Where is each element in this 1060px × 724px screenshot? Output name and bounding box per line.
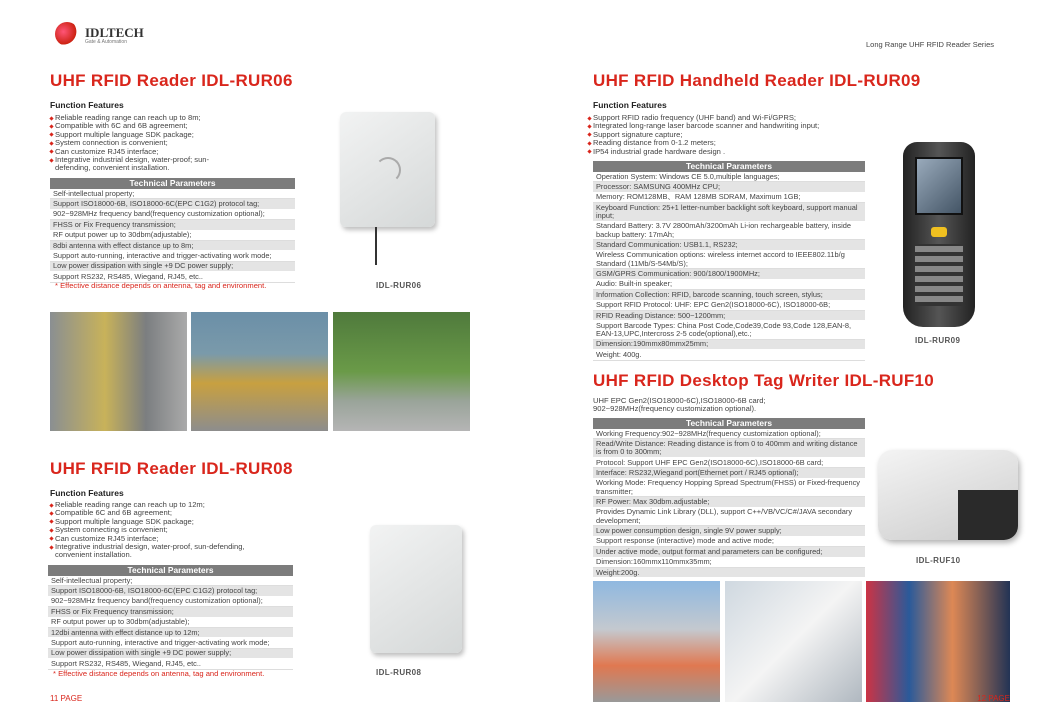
table-row: RFID Reading Distance: 500~1200mm; (593, 311, 865, 321)
table-row: Support RFID Protocol: UHF: EPC Gen2(ISO18000-6C), ISO18000-6B; (593, 301, 865, 311)
buildings-photo (593, 581, 720, 702)
mounted-reader-photo (725, 581, 862, 702)
rur08-product-image (370, 525, 462, 653)
rur06-params-table (50, 178, 295, 283)
ruf10-label: IDL-RUF10 (916, 556, 961, 565)
table-row: Standard Communication: USB1.1, RS232; (593, 240, 865, 250)
rur09-features (588, 114, 868, 156)
table-heading: Technical Parameters (593, 418, 865, 429)
feature-item: Support multiple language SDK package; (50, 518, 290, 526)
table-row: Support auto-running, interactive and trigger-activating work mode; (48, 638, 293, 648)
rur06-features-heading: Function Features (50, 100, 124, 110)
table-row: Information Collection: RFID, barcode scanning, touch screen, stylus; (593, 290, 865, 300)
feature-item: IP54 industrial grade hardware design . (588, 148, 868, 156)
table-row: Support auto-running, interactive and trigger-activating work mode; (50, 251, 295, 261)
table-row: Working Mode: Frequency Hopping Spread Spectrum(FHSS) or Fixed-frequency transmitter; (593, 479, 865, 498)
feature-item: Can customize RJ45 interface; (50, 148, 300, 156)
ruf10-description (593, 397, 766, 414)
table-row: Self-intellectual property; (48, 576, 293, 586)
logo (55, 18, 165, 52)
feature-item: Integrative industrial design, water-proof, sun-defending, convenient installation. (50, 543, 250, 560)
rur09-title: UHF RFID Handheld Reader IDL-RUR09 (593, 71, 921, 90)
feature-item: System connection is convenient; (50, 139, 300, 147)
table-row: Weight: 400g. (593, 350, 865, 360)
rur09-product-image (903, 142, 975, 327)
description-line: 902~928MHz(frequency customization optional). (593, 404, 757, 414)
device-screen (915, 157, 963, 215)
table-row: Memory: ROM128MB、RAM 128MB SDRAM, Maximum 1GB; (593, 193, 865, 203)
logo-subtext: Gate & Automation (85, 39, 127, 45)
feature-item: Compatible 6C and 6B agreement; (50, 509, 290, 517)
cable (375, 227, 377, 265)
feature-item: Support multiple language SDK package; (50, 131, 300, 139)
table-heading: Technical Parameters (48, 565, 293, 576)
right-page-number: 12 PAGE (977, 694, 1010, 703)
left-page-number: 11 PAGE (50, 694, 83, 703)
rur08-label: IDL-RUR08 (376, 668, 422, 677)
series-title: Long Range UHF RFID Reader Series (866, 40, 994, 49)
table-row: RF Power: Max 30dbm.adjustable; (593, 497, 865, 507)
table-row: Support Barcode Types: China Post Code,Code39,Code 93,Code 128,EAN-8, EAN-13,UPC,Intercross 2-5 code(optional),etc.; (593, 321, 865, 340)
feature-item: Reading distance from 0-1.2 meters; (588, 139, 868, 147)
table-row: Support response (interactive) mode and active mode; (593, 537, 865, 547)
table-row: Under active mode, output format and parameters can be configured; (593, 547, 865, 557)
table-row: Keyboard Function: 25+1 letter-number backlight soft keyboard, support manual input; (593, 203, 865, 222)
feature-item: Compatible with 6C and 6B agreement; (50, 122, 300, 130)
table-row: Support ISO18000-6B, ISO18000-6C(EPC C1G2) protocol tag; (50, 199, 295, 209)
rur09-params-table (593, 161, 865, 361)
rur08-features-heading: Function Features (50, 488, 124, 498)
rur06-note: * Effective distance depends on antenna, tag and environment. (55, 281, 267, 290)
logo-text: IDLTECH (85, 25, 144, 40)
rur06-label: IDL-RUR06 (376, 281, 422, 290)
table-row: Operation System: Windows CE 5.0,multiple languages; (593, 172, 865, 182)
ruf10-title: UHF RFID Desktop Tag Writer IDL-RUF10 (593, 371, 935, 390)
device-button (931, 227, 947, 237)
feature-item: Can customize RJ45 interface; (50, 535, 290, 543)
table-row: Working Frequency:902~928MHz(frequency customization optional); (593, 429, 865, 439)
table-row: RF output power up to 30dbm(adjustable); (50, 231, 295, 241)
logo-mark-icon (55, 22, 79, 46)
table-row: Audio: Built-in speaker; (593, 280, 865, 290)
table-row: Read/Write Distance: Reading distance is from 0 to 400mm and writing distance is from 0 to 300mm; (593, 439, 865, 458)
description-line: UHF EPC Gen2(ISO18000-6C),ISO18000-6B card; (593, 396, 766, 405)
warehouse-photo (50, 312, 187, 431)
feature-item: Reliable reading range can reach up to 12m; (50, 501, 290, 509)
feature-item: System connecting is convenient; (50, 526, 290, 534)
parking-gate-photo (191, 312, 328, 431)
rur09-features-heading: Function Features (593, 100, 667, 110)
table-row: Support ISO18000-6B, ISO18000-6C(EPC C1G2) protocol tag; (48, 586, 293, 596)
table-row: GSM/GPRS Communication: 900/1800/1900MHz; (593, 269, 865, 279)
table-row: Low power dissipation with single +9 DC power supply; (50, 262, 295, 272)
feature-item: Integrated long-range laser barcode scanner and handwriting input; (588, 122, 868, 130)
rur09-label: IDL-RUR09 (915, 336, 961, 345)
rur08-params-table (48, 565, 293, 670)
table-row: Weight:200g. (593, 568, 865, 578)
rur08-note: * Effective distance depends on antenna, tag and environment. (53, 669, 265, 678)
table-row: Low power dissipation with single +9 DC power supply; (48, 649, 293, 659)
rfid-waves-icon (375, 157, 401, 183)
table-row: FHSS or Fix Frequency transmission; (50, 220, 295, 230)
table-row: Self-intellectual property; (50, 189, 295, 199)
feature-item: Reliable reading range can reach up to 8m; (50, 114, 300, 122)
table-row: Dimension:190mmx80mmx25mm; (593, 340, 865, 350)
table-row: Provides Dynamic Link Library (DLL), support C++/VB/VC/C#/JAVA secondary development; (593, 508, 865, 527)
table-row: 902~928MHz frequency band(frequency customization optional); (50, 210, 295, 220)
rur06-features (50, 114, 300, 173)
table-heading: Technical Parameters (593, 161, 865, 172)
feature-item: Support RFID radio frequency (UHF band) and Wi-Fi/GPRS; (588, 114, 868, 122)
feature-item: Integrative industrial design, water-proof; sun-defending, convenient installation. (50, 156, 215, 173)
rur06-product-image (340, 112, 435, 227)
barrier-gate-photo (333, 312, 470, 431)
rur08-title: UHF RFID Reader IDL-RUR08 (50, 459, 293, 478)
keypad (915, 244, 963, 306)
table-row: 8dbi antenna with effect distance up to 8m; (50, 241, 295, 251)
table-row: Support RS232, RS485, Wiegand, RJ45, etc.. (50, 272, 295, 282)
rur08-features (50, 501, 290, 560)
table-row: RF output power up to 30dbm(adjustable); (48, 618, 293, 628)
rur06-title: UHF RFID Reader IDL-RUR06 (50, 71, 293, 90)
table-row: Processor: SAMSUNG 400MHz CPU; (593, 182, 865, 192)
device-side-panel (958, 490, 1018, 540)
table-row: Low power consumption design, single 9V power supply; (593, 526, 865, 536)
ruf10-product-image (878, 450, 1018, 540)
table-heading: Technical Parameters (50, 178, 295, 189)
ruf10-params-table (593, 418, 865, 578)
table-row: Protocol: Support UHF EPC Gen2(ISO18000-6C),ISO18000-6B card; (593, 458, 865, 468)
table-row: Support RS232, RS485, Wiegand, RJ45, etc.. (48, 659, 293, 669)
table-row: Standard Battery: 3.7V 2800mAh/3200mAh Li-ion rechargeable battery, inside backup battery: 17mAh; (593, 222, 865, 241)
table-row: Dimension:160mmx110mmx35mm; (593, 558, 865, 568)
table-row: Interface: RS232,Wiegand port(Ethernet port / RJ45 optional); (593, 468, 865, 478)
table-row: Wireless Communication options: wireless internet accord to IEEE802.11b/g Standard (11Mb/S-54Mb/S); (593, 251, 865, 270)
table-row: 902~928MHz frequency band(frequency customization optional); (48, 597, 293, 607)
feature-item: Support signature capture; (588, 131, 868, 139)
warehouse-shelves-photo (866, 581, 1010, 702)
table-row: 12dbi antenna with effect distance up to 12m; (48, 628, 293, 638)
table-row: FHSS or Fix Frequency transmission; (48, 607, 293, 617)
